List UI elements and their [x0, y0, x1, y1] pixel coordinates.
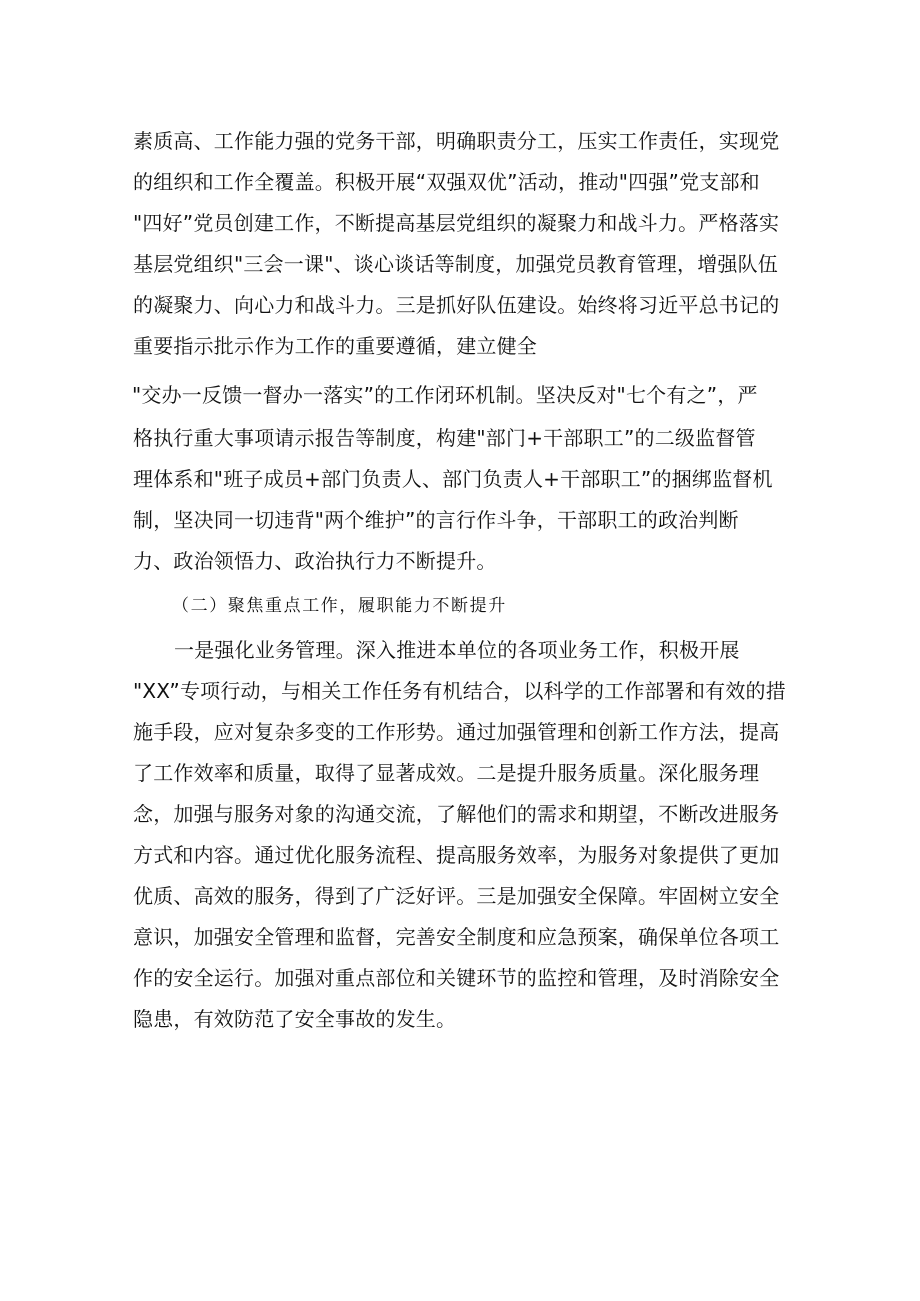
paragraph2-line-6: 方式和内容。通过优化服务流程、提高服务效率，为服务对象提供了更加: [133, 843, 780, 867]
paragraph2-line-10: 隐患，有效防范了安全事故的发生。: [133, 1007, 457, 1031]
paragraph2-line-1: 一是强化业务管理。深入推进本单位的各项业务工作，积极开展: [174, 638, 740, 662]
paragraph1-line-1: 素质高、工作能力强的党务干部，明确职责分工，压实工作责任，实现党: [133, 129, 780, 153]
paragraph2-line-2: "XX”专项行动，与相关工作任务有机结合，以科学的工作部署和有效的措: [133, 679, 786, 703]
paragraph1-line-8: 格执行重大事项请示报告等制度，构建"部门+干部职工”的二级监督管: [133, 426, 756, 450]
paragraph2-line-8: 意识，加强安全管理和监督，完善安全制度和应急预案，确保单位各项工: [133, 925, 780, 949]
section-heading: （二）聚焦重点工作，履职能力不断提升: [172, 596, 507, 616]
paragraph2-line-9: 作的安全运行。加强对重点部位和关键环节的监控和管理，及时消除安全: [133, 966, 780, 990]
paragraph1-line-2: 的组织和工作全覆盖。积极开展“双强双优”活动，推动"四强”党支部和: [133, 170, 760, 194]
paragraph1-line-4: 基层党组织"三会一课"、谈心谈话等制度，加强党员教育管理，增强队伍: [133, 252, 778, 276]
paragraph1-line-9: 理体系和"班子成员+部门负责人、部门负责人+干部职工”的捆绑监督机: [133, 467, 773, 491]
paragraph1-line-11: 力、政治领悟力、政治执行力不断提升。: [133, 549, 497, 573]
paragraph1-line-5: 的凝聚力、向心力和战斗力。三是抓好队伍建设。始终将习近平总书记的: [133, 293, 780, 317]
paragraph2-line-4: 了工作效率和质量，取得了显著成效。二是提升服务质量。深化服务理: [133, 761, 760, 785]
paragraph1-line-10: 制，坚决同一切违背"两个维护”的言行作斗争，干部职工的政治判断: [133, 508, 739, 532]
paragraph1-line-3: "四好”党员创建工作，不断提高基层党组织的凝聚力和战斗力。严格落实: [133, 211, 780, 235]
paragraph2-line-5: 念，加强与服务对象的沟通交流，了解他们的需求和期望，不断改进服务: [133, 802, 780, 826]
paragraph1-line-7: "交办一反馈一督办一落实”的工作闭环机制。坚决反对"七个有之”，严: [132, 383, 758, 407]
paragraph2-line-7: 优质、高效的服务，得到了广泛好评。三是加强安全保障。牢固树立安全: [133, 884, 780, 908]
paragraph1-line-6: 重要指示批示作为工作的重要遵循，建立健全: [133, 334, 537, 358]
paragraph2-line-3: 施手段，应对复杂多变的工作形势。通过加强管理和创新工作方法，提高: [133, 720, 780, 744]
